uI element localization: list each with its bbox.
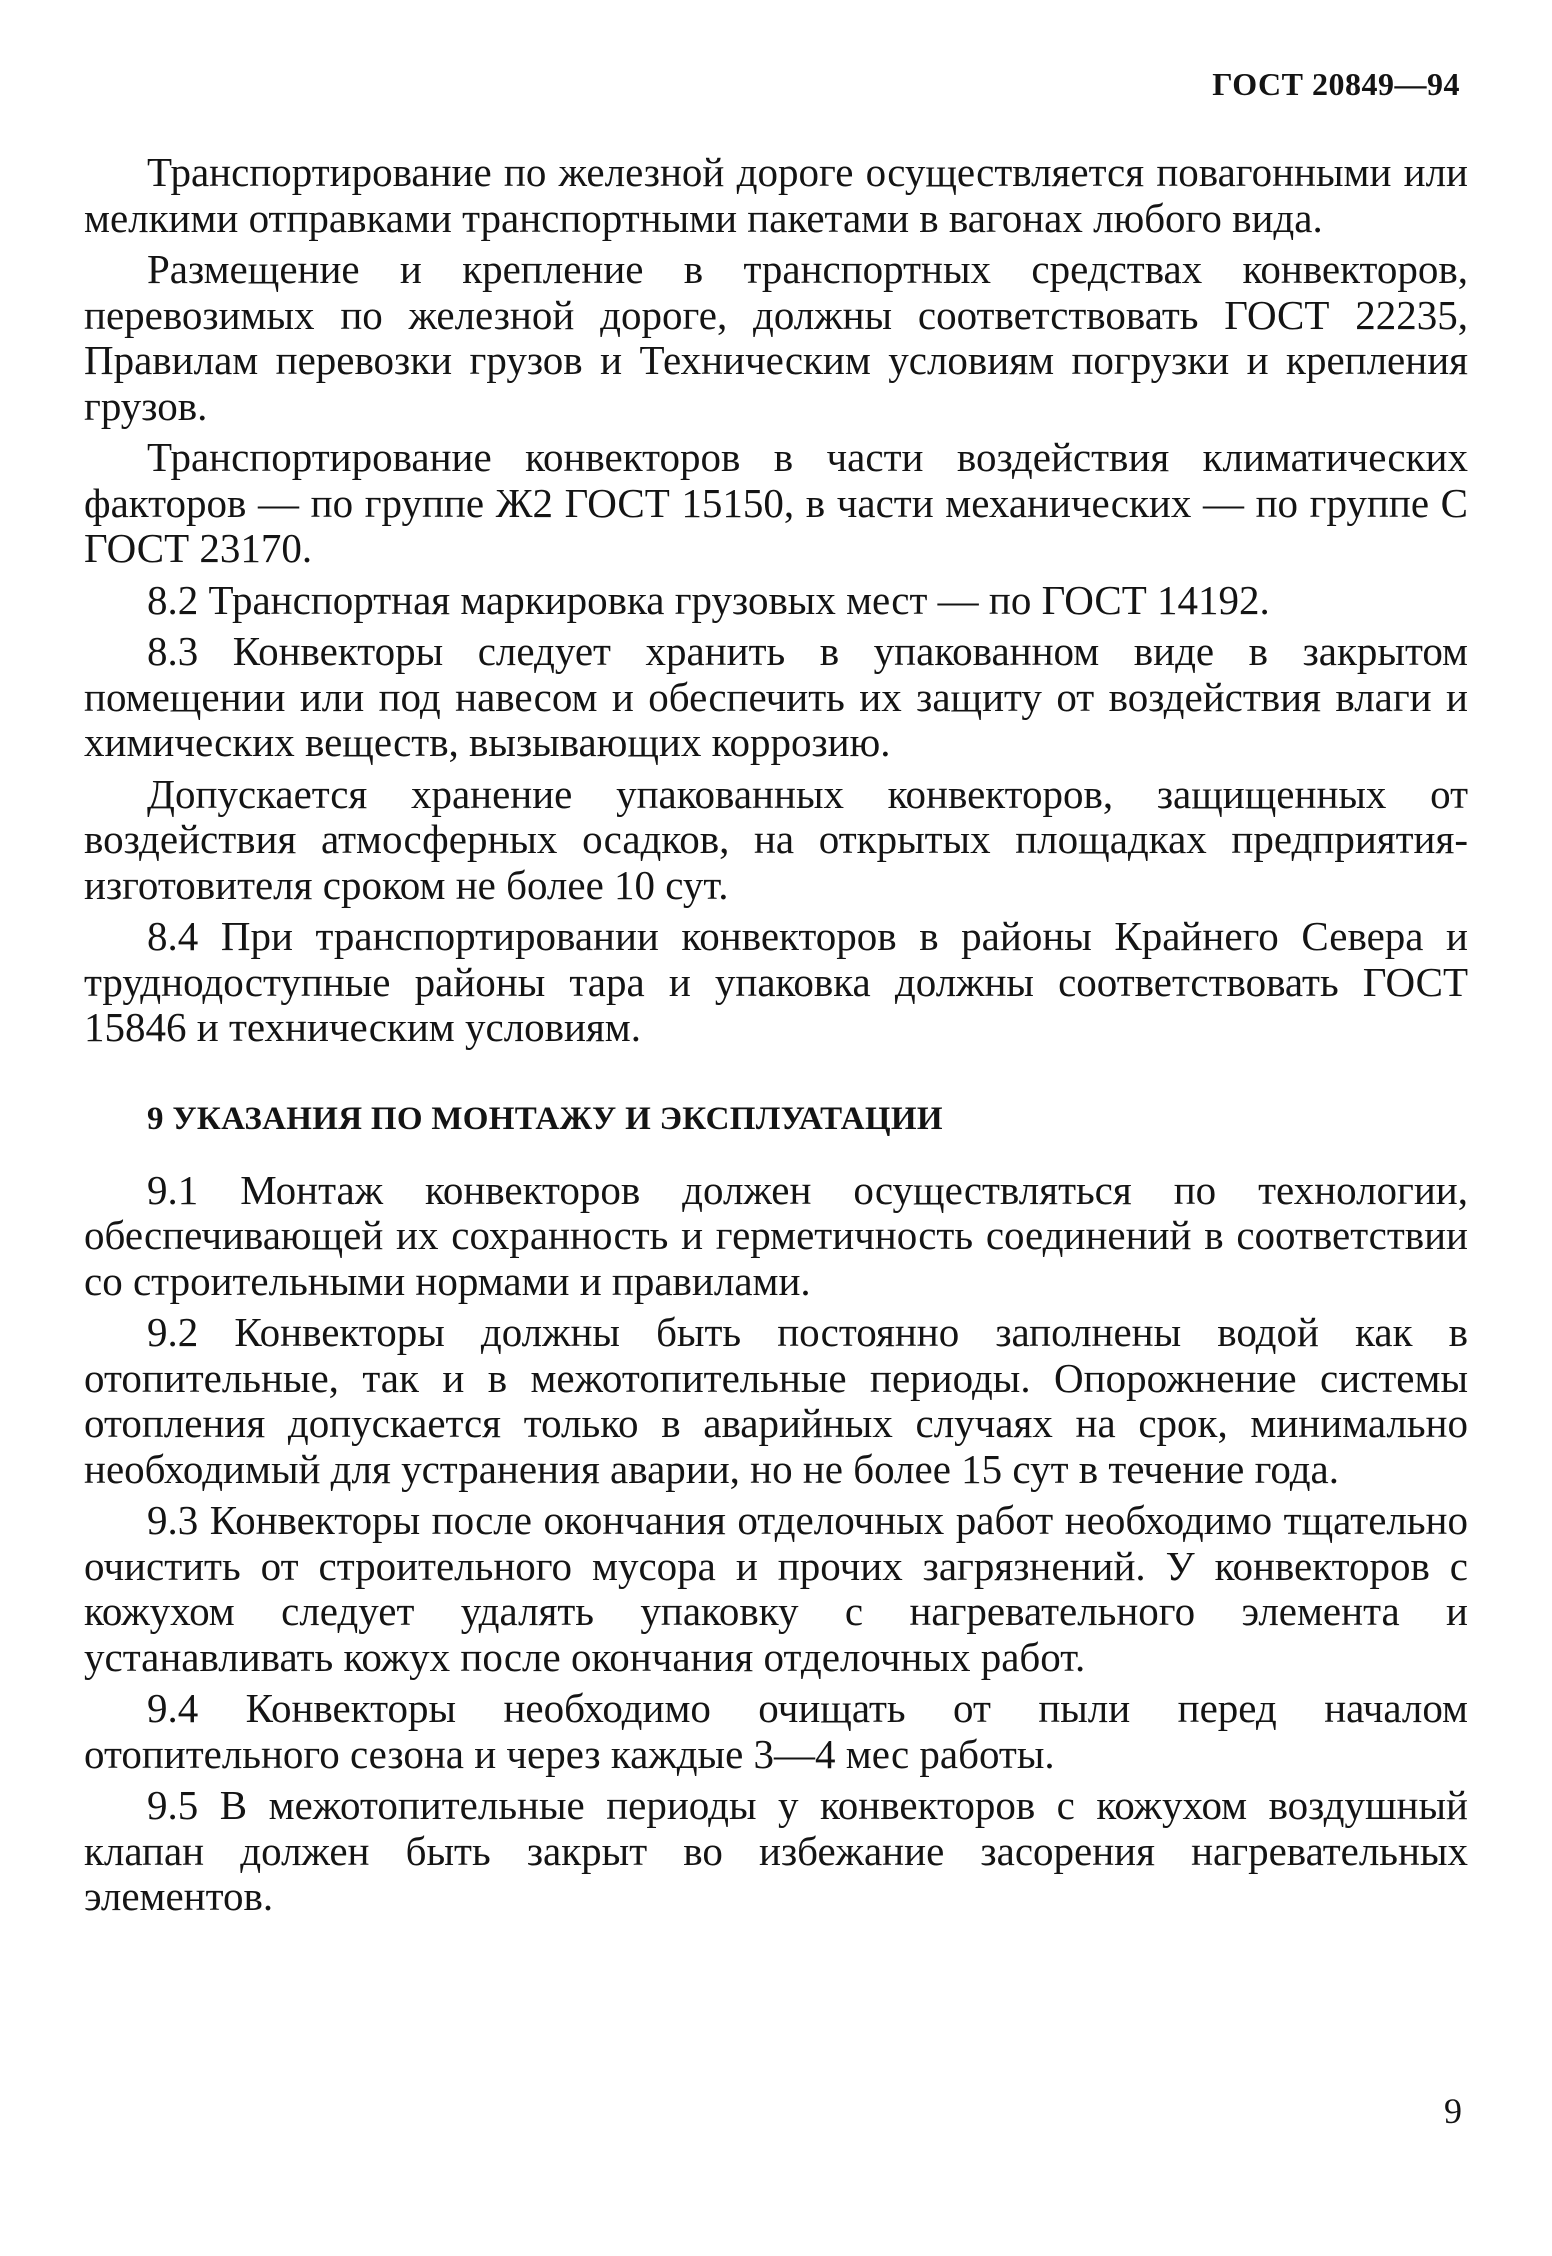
paragraph: 8.4 При транспортировании конвекторов в районы Крайнего Севера и труднодоступные районы тара и упаковка должны соответствовать ГОСТ 15846 и техническим условиям. <box>84 913 1468 1050</box>
paragraph: Транспортирование по железной дороге осуществляется повагонными или мелкими отправками транспортными пакетами в вагонах любого вида. <box>84 149 1468 241</box>
paragraph: 9.5 В межотопительные периоды у конвекторов с кожухом воздушный клапан должен быть закрыт во избежание засорения нагревательных элементов. <box>84 1782 1468 1919</box>
paragraph: Допускается хранение упакованных конвекторов, защищенных от воздействия атмосферных осадков, на открытых площадках предприятия-изготовителя сроком не более 10 сут. <box>84 770 1468 908</box>
standard-header: ГОСТ 20849—94 <box>1212 66 1460 102</box>
document-body <box>84 150 1468 1926</box>
paragraph: Размещение и крепление в транспортных средствах конвекторов, перевозимых по железной дороге, должны соответствовать ГОСТ 22235, Правилам перевозки грузов и Техническим условиям погрузки и крепления грузов. <box>84 246 1468 429</box>
paragraph: 9.1 Монтаж конвекторов должен осуществляться по технологии, обеспечивающей их сохранность и герметичность соединений в соответствии со строительными нормами и правилами. <box>84 1166 1468 1304</box>
section-title: 9 УКАЗАНИЯ ПО МОНТАЖУ И ЭКСПЛУАТАЦИИ <box>147 1100 943 1137</box>
paragraph: 9.3 Конвекторы после окончания отделочных работ необходимо тщательно очистить от строительного мусора и прочих загрязнений. У конвекторов с кожухом следует удалять упаковку с нагревательного элемента и устанавливать кожух после окончания отделочных работ. <box>84 1497 1468 1680</box>
page-number: 9 <box>1444 2091 1462 2131</box>
paragraph: 9.2 Конвекторы должны быть постоянно заполнены водой как в отопительные, так и в межотопительные периоды. Опорожнение системы отопления допускается только в аварийных случаях на срок, минимально необходимый для устранения аварии, но не более 15 сут в течение года. <box>84 1309 1468 1492</box>
paragraph: 9.4 Конвекторы необходимо очищать от пыли перед началом отопительного сезона и через каждые 3—4 мес работы. <box>84 1685 1468 1777</box>
paragraph: 8.3 Конвекторы следует хранить в упакованном виде в закрытом помещении или под навесом и обеспечить их защиту от воздействия влаги и химических веществ, вызывающих коррозию. <box>84 628 1468 765</box>
paragraph: 8.2 Транспортная маркировка грузовых мест — по ГОСТ 14192. <box>147 576 1270 623</box>
paragraph: Транспортирование конвекторов в части воздействия климатических факторов — по группе Ж2 ГОСТ 15150, в части механических — по группе С ГОСТ 23170. <box>84 434 1468 571</box>
